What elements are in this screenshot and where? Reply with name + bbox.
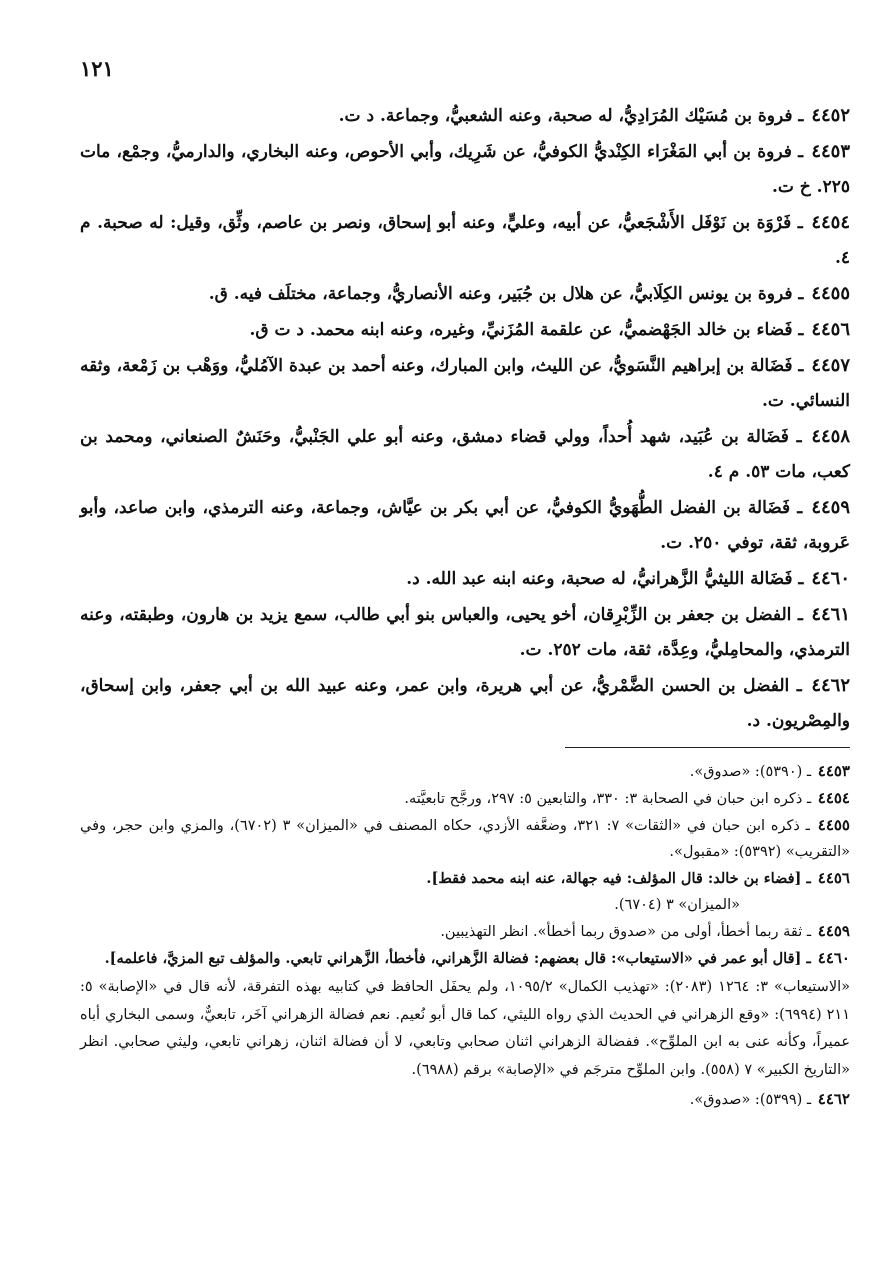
footnote-divider xyxy=(565,747,850,748)
footnote-text: ـ (٥٣٩٩): «صدوق». xyxy=(689,1092,812,1108)
footnote xyxy=(80,945,850,972)
entry-number: ٤٤٥٥ xyxy=(811,283,850,304)
entry-number: ٤٤٥٤ xyxy=(811,212,850,233)
footnote-number: ٤٤٦٢ xyxy=(817,1090,850,1108)
entry xyxy=(80,668,850,739)
footnote-text: ـ ذكره ابن حبان في الصحابة ٣: ٣٣٠، والتابعين ٥: ٢٩٧، ورجَّح تابعيَّته. xyxy=(404,791,812,807)
entry-number: ٤٤٥٩ xyxy=(811,497,850,518)
footnotes xyxy=(80,758,850,1113)
entry xyxy=(80,490,850,561)
main-entries xyxy=(80,98,850,739)
entry-number: ٤٤٥٧ xyxy=(811,355,850,376)
entry xyxy=(80,134,850,205)
footnote-number: ٤٤٥٤ xyxy=(817,789,850,807)
entry-number: ٤٤٥٦ xyxy=(811,319,850,340)
entry xyxy=(80,348,850,419)
entry xyxy=(80,597,850,668)
entry-number: ٤٤٥٢ xyxy=(811,105,850,126)
entry-text: ـ الفضل بن الحسن الضَّمْريُّ، عن أبي هريرة، وابن عمر، وعنه عبيد الله بن أبي جعفر، وابن إسحاق، والمِصْريون. د. xyxy=(80,676,850,731)
footnote xyxy=(80,812,850,865)
entry-number: ٤٤٥٨ xyxy=(811,426,850,447)
entry-text: ـ فَضَالة بن إبراهيم النَّسَويُّ، عن الليث، وابن المبارك، وعنه أحمد بن عبدة الآمُليُّ، ووَهْب بن زَمْعة، وثقه النسائي. ت. xyxy=(80,356,850,411)
entry xyxy=(80,561,850,597)
entry-number: ٤٤٦١ xyxy=(811,604,850,625)
footnote-paragraph: «الاستيعاب» ٣: ١٢٦٤ (٢٠٨٣): «تهذيب الكمال» ١٠٩٥/٢، ولم يحفَل الحافظ في كتابيه بهذه التفرقة، لأنه قال في «الإصابة» ٥: ٢١١ (٦٩٩٤): «وقع الزهراني في الحديث الذي رواه الليثي، كما قال أبو نُعيم. نعم فضالة الزهراني آخَر، تابعيٌّ، وسمى البخاري أباه عميراً، وكأنه عنى به ابن الملوِّح». ففضالة الزهراني اثنان صحابي وتابعي، لا أن فضالة اثنان، زهراني تابعي، وليثي صحابي. انظر «التاريخ الكبير» ٧ (٥٥٨). وابن الملوِّح مترجَم في «الإصابة» برقم (٦٩٨٨). xyxy=(80,979,850,1078)
footnote xyxy=(80,758,850,785)
entry-text: ـ فَضاء بن خالد الجَهْضميُّ، عن علقمة المُزَنيِّ، وغيره، وعنه ابنه محمد. د ت ق. xyxy=(249,320,804,340)
footnote-text: ـ ثقة ربما أخطأ، أولى من «صدوق ربما أخطأ». انظر التهذيبين. xyxy=(440,924,812,940)
footnote-text: ـ ذكره ابن حبان في «الثقات» ٧: ٣٢١، وضعَّفه الأزدي، حكاه المصنف في «الميزان» ٣ (٦٧٠٢)، والمزي وابن حجر، وفي «التقريب» (٥٣٩٢): «مقبول». xyxy=(80,818,850,860)
footnote-number: ٤٤٥٥ xyxy=(817,816,850,834)
entry-text: ـ فَضَالة بن الفضل الطُّهَويُّ الكوفيُّ، عن أبي بكر بن عيَّاش، وجماعة، وعنه الترمذي، وابن صاعد، وأبو عَروبة، ثقة، توفي ٢٥٠. ت. xyxy=(80,498,850,553)
footnote-continuation xyxy=(80,892,850,918)
entry-text: ـ فَضَالة الليثيُّ الزَّهرانيُّ، له صحبة، وعنه ابنه عبد الله. د. xyxy=(406,569,804,589)
entry-number: ٤٤٥٣ xyxy=(811,141,850,162)
entry-text: ـ فَرْوَة بن نَوْفَل الأَشْجَعيُّ، عن أبيه، وعليٍّ، وعنه أبو إسحاق، ونصر بن عاصم، وثِّق، وقيل: له صحبة. م ٤. xyxy=(80,213,850,268)
footnote-number: ٤٤٥٣ xyxy=(817,762,850,780)
page-number: ١٢١ xyxy=(80,56,114,81)
entry-text: ـ فروة بن يونس الكِلَابيُّ، عن هلال بن جُبَير، وعنه الأنصاريُّ، وجماعة، مختلَف فيه. ق. xyxy=(208,284,804,304)
entry-number: ٤٤٦٠ xyxy=(811,568,850,589)
footnote-text: «الميزان» ٣ (٦٧٠٤). xyxy=(614,897,740,913)
footnote-number: ٤٤٦٠ xyxy=(817,949,850,967)
entry-number: ٤٤٦٢ xyxy=(811,675,850,696)
footnote-text: ـ [فضاء بن خالد: قال المؤلف: فيه جهالة، عنه ابنه محمد فقط]. xyxy=(426,870,811,887)
footnote-number: ٤٤٥٩ xyxy=(817,922,850,940)
footnote-text: ـ [قال أبو عمر في «الاستيعاب»: قال بعضهم: فضالة الزَّهراني، فأخطأ، الزَّهراني تابعي. والمؤلف تبع المزيَّ، فاعلمه]. xyxy=(104,950,811,967)
footnote-number: ٤٤٥٦ xyxy=(817,869,850,887)
entry-text: ـ الفضل بن جعفر بن الزِّبْرِقان، أخو يحيى، والعباس بنو أبي طالب، سمع يزيد بن هارون، وطبقته، وعنه الترمذي، والمحامِليُّ، وعِدَّة، ثقة، مات ٢٥٢. ت. xyxy=(80,605,850,660)
entry-text: ـ فَضَالة بن عُبَيد، شهد أُحداً، وولي قضاء دمشق، وعنه أبو علي الجَنْبيُّ، وحَنَشٌ الصنعاني، ومحمد بن كعب، مات ٥٣. م ٤. xyxy=(80,427,850,482)
footnote xyxy=(80,1086,850,1113)
entry xyxy=(80,419,850,490)
entry-text: ـ فروة بن مُسَيْك المُرَادِيُّ، له صحبة، وعنه الشعبيُّ، وجماعة. د ت. xyxy=(338,106,804,126)
footnote xyxy=(80,865,850,892)
entry xyxy=(80,98,850,134)
entry xyxy=(80,205,850,276)
entry xyxy=(80,276,850,312)
footnote-text: ـ (٥٣٩٠): «صدوق». xyxy=(689,764,812,780)
entry-text: ـ فروة بن أبي المَغْرَاء الكِنْديُّ الكوفيُّ، عن شَرِيك، وأبي الأحوص، وعنه البخاري، والدارميُّ، وجمْع، مات ٢٢٥. خ ت. xyxy=(80,142,850,197)
footnote xyxy=(80,918,850,945)
footnote xyxy=(80,785,850,812)
entry xyxy=(80,312,850,348)
